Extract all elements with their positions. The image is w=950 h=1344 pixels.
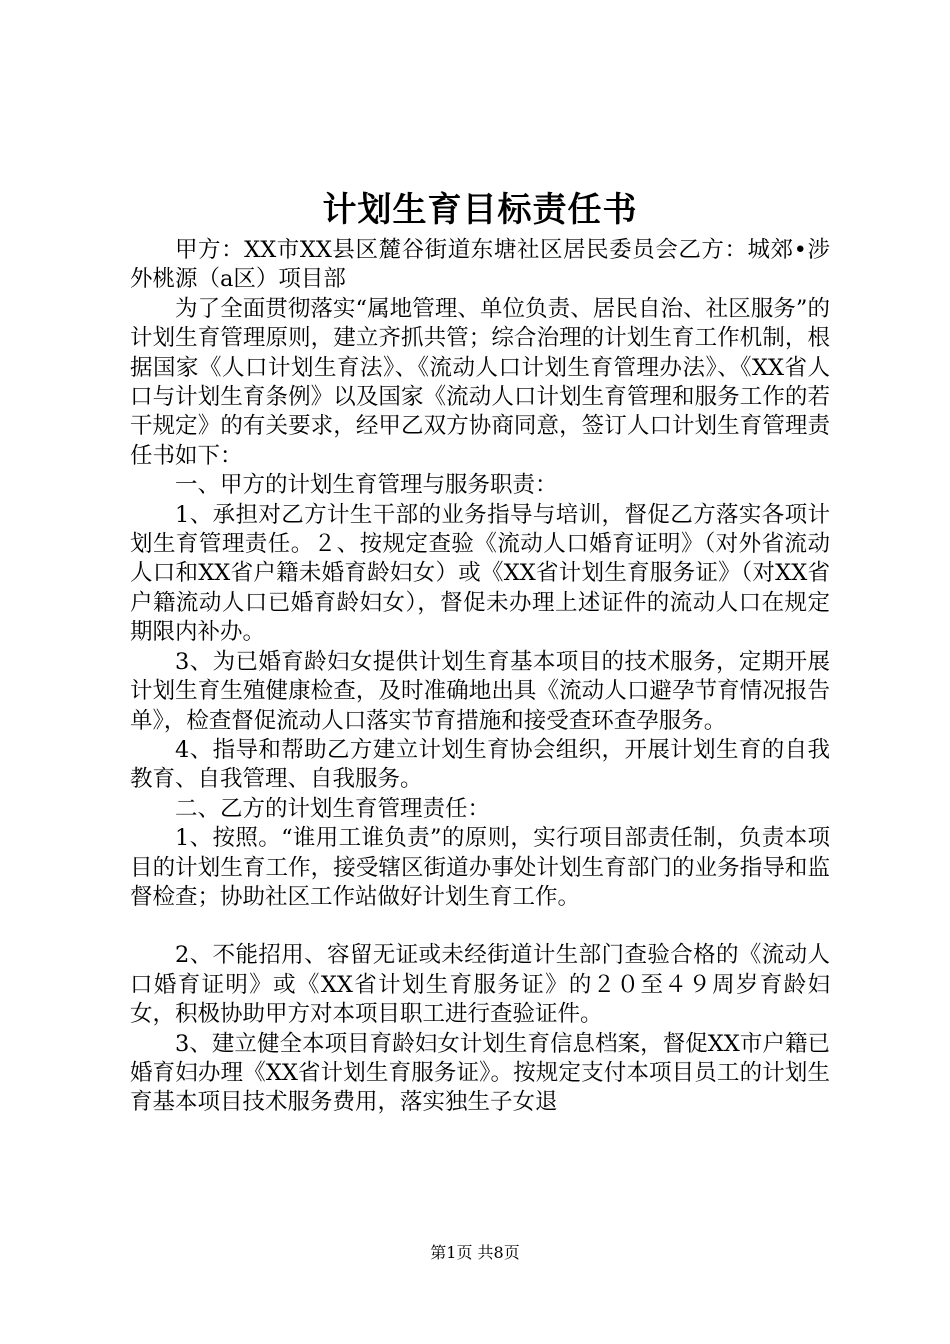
document-page xyxy=(130,0,830,1344)
paragraph-preamble: 为了全面贯彻落实“属地管理、单位负责、居民自治、社区服务”的计划生育管理原则，建立齐抓共管；综合治理的计划生育工作机制，根据国家《人口计划生育法》、《流动人口计划生育管理办法》、《XX省人口与计划生育条例》以及国家《流动人口计划生育管理和服务工作的若干规定》的有关要求，经甲乙双方协商同意，签订人口计划生育管理责任书如下： xyxy=(130,295,830,469)
paragraph-party-b-item-3: 3、建立健全本项目育龄妇女计划生育信息档案，督促XX市户籍已婚育妇办理《XX省计划生育服务证》。按规定支付本项目员工的计划生育基本项目技术服务费用，落实独生子女退 xyxy=(130,1030,830,1116)
page-indicator: 第1页 共8页 xyxy=(430,1243,520,1262)
paragraph-party-b-item-2: 2、不能招用、容留无证或未经街道计生部门查验合格的《流动人口婚育证明》或《XX省计划生育服务证》的２０至４９周岁育龄妇女，积极协助甲方对本项目职工进行查验证件。 xyxy=(130,942,830,1028)
paragraph-party-a-item-3: 3、为已婚育龄妇女提供计划生育基本项目的技术服务，定期开展计划生育生殖健康检查，及时准确地出具《流动人口避孕节育情况报告单》，检查督促流动人口落实节育措施和接受查环查孕服务。 xyxy=(130,648,830,734)
document-title: 计划生育目标责任书 xyxy=(322,190,638,230)
document-body xyxy=(130,236,830,1118)
paragraph-party-b-item-1: 1、按照。“谁用工谁负责”的原则，实行项目部责任制，负责本项目的计划生育工作，接受辖区街道办事处计划生育部门的业务指导和监督检查；协助社区工作站做好计划生育工作。 xyxy=(130,825,830,910)
paragraph-party-a-item-4: 4、指导和帮助乙方建立计划生育协会组织，开展计划生育的自我教育、自我管理、自我服务。 xyxy=(130,736,830,793)
paragraph-party-a-item-1-2: 1、承担对乙方计生干部的业务指导与培训，督促乙方落实各项计划生育管理责任。２、按规定查验《流动人口婚育证明》（对外省流动人口和XX省户籍未婚育龄妇女）或《XX省计划生育服务证》（对XX省户籍流动人口已婚育龄妇女），督促未办理上述证件的流动人口在规定期限内补办。 xyxy=(130,501,830,646)
section-heading-party-b: 二、乙方的计划生育管理责任： xyxy=(175,795,491,822)
section-heading-party-a: 一、甲方的计划生育管理与服务职责： xyxy=(175,472,558,499)
paragraph-parties: 甲方：XX市XX县区麓谷街道东塘社区居民委员会乙方：城郊•涉外桃源（a区）项目部 xyxy=(130,237,830,293)
